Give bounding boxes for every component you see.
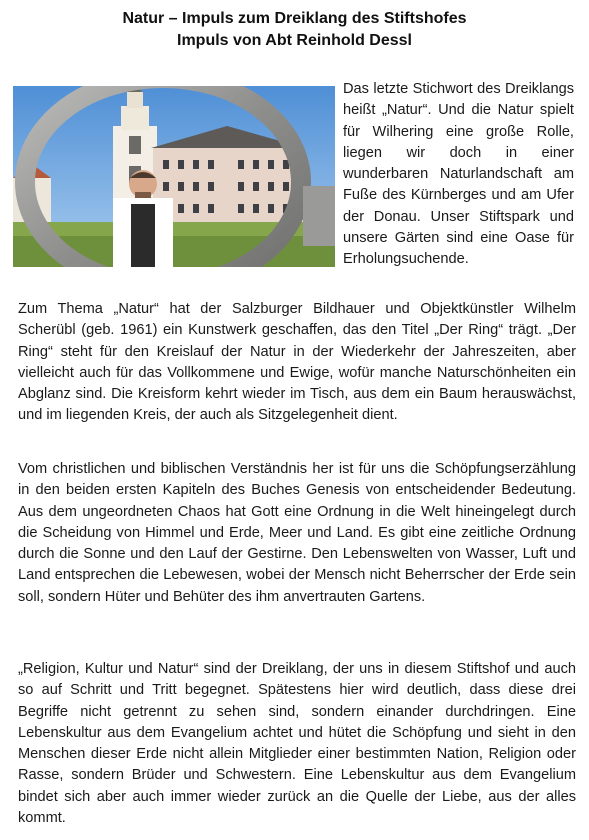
genesis-paragraph: Vom christlichen und biblischen Verständnis her ist für uns die Schöpfungserzählung in den beiden ersten Kapiteln des Buches Genesis von entscheidender Bedeutung. Aus dem ungeordneten Chaos hat Gott eine Ordnung in die Welt hineingelegt durch die Scheidung von Himmel und Erde, Meer und Land. Es gibt eine zeitliche Ordnung durch die Sonne und den Lauf der Gestirne. Den Lebenswelten von Wasser, Luft und Land entsprechen die Lebewesen, wobei der Mensch nicht Beherrscher der Erde sein soll, sondern Hüter und Behüter des ihm anvertrauten Gartens. <box>18 461 576 605</box>
page-subtitle: Impuls von Abt Reinhold Dessl <box>177 32 412 49</box>
triad-paragraph: „Religion, Kultur und Natur“ sind der Dreiklang, der uns in diesem Stiftshof und auch so auf Schritt und Tritt begegnet. Spätestens hier wird deutlich, dass diese drei Begriffe nicht getrennt zu sehen sind, sondern einander durchdringen. Eine Lebenskultur aus dem Evangelium achtet und hütet die Schöpfung und sieht in den Menschen dieser Erde nicht allein Mitglieder einer bestimmten Nation, Religion oder Rasse, sondern Brüder und Schwestern. Eine Lebenskultur aus dem Evangelium bindet sich aber auch immer wieder zurück an die Quelle der Liebe, aus der alles kommt. <box>18 661 576 827</box>
intro-paragraph: Das letzte Stichwort des Dreiklangs heißt „Natur“. Und die Natur spielt für Wilhering eine große Rolle, liegen wir doch in einer wunderbaren Naturlandschaft am Fuße des Kürnberges und am Ufer der Donau. Unser Stiftspark und unsere Gärten sind eine Oase für Erholungsuchende. <box>343 81 574 268</box>
sculpture-paragraph: Zum Thema „Natur“ hat der Salzburger Bildhauer und Objektkünstler Wilhelm Scherübl (geb. 1961) ein Kunstwerk geschaffen, das den Titel „Der Ring“ trägt. „Der Ring“ steht für den Kreislauf der Natur in der Wiederkehr der Jahreszeiten, aber vielleicht auch für das Vollkommene und Ewige, wofür manche Naturschönheiten ein Abglanz sind. Die Kreisform kehrt wieder im Tisch, aus dem ein Baum herauswächst, und im liegenden Kreis, der auch als Sitzgelegenheit dient. <box>18 301 576 424</box>
page-title: Natur – Impuls zum Dreiklang des Stiftshofes <box>122 10 467 27</box>
photo-abbot-ring-sculpture-icon <box>13 86 335 267</box>
